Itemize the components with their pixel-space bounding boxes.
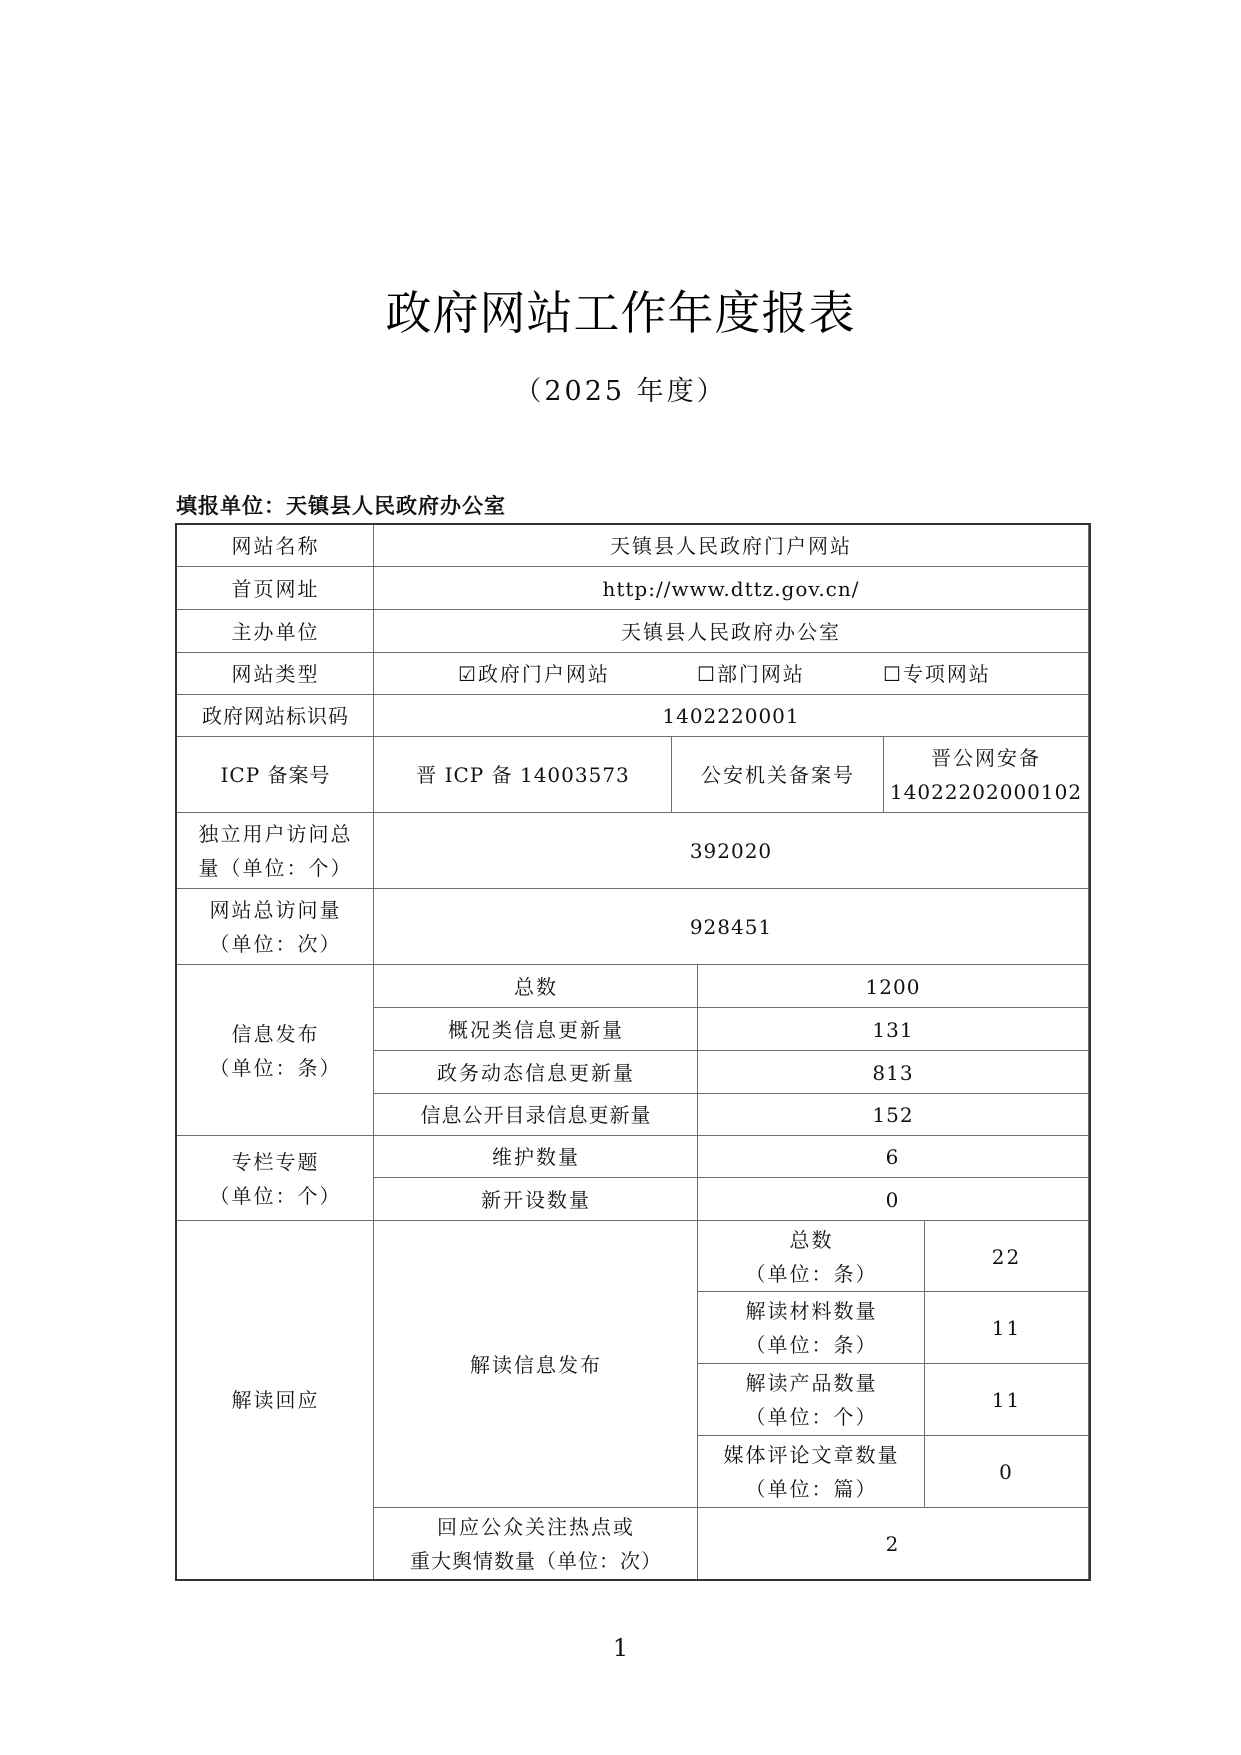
report-year: （2025 年度） <box>514 376 727 407</box>
interpretation-row-label <box>697 1363 926 1437</box>
info-total-value: 1200 <box>865 974 921 999</box>
site-id-code-label <box>176 694 375 738</box>
interp-total-label-line1: 总数 <box>789 1227 834 1252</box>
unique-visitors-value <box>373 812 1089 890</box>
site-id-code-label-text: 政府网站标识码 <box>202 704 349 728</box>
response-value <box>697 1507 1089 1580</box>
maintained-count-value: 6 <box>885 1145 901 1169</box>
interp-products-label-line1: 解读产品数量 <box>745 1371 878 1395</box>
checkbox-unchecked-icon[interactable]: ☐ <box>883 662 903 686</box>
sponsor-label <box>176 609 375 654</box>
unique-visitors-label-line2: 量（单位：个） <box>198 856 353 880</box>
info-total-label: 总数 <box>514 974 558 999</box>
total-visits-label-line2: （单位：次） <box>209 932 342 956</box>
site-type-label <box>176 652 375 696</box>
interpretation-release-label <box>373 1220 699 1509</box>
interp-total-value: 22 <box>991 1244 1022 1269</box>
option-label: 政府门户网站 <box>477 662 610 686</box>
site-name-label <box>176 524 375 568</box>
police-record-value-line2: 14022202000102 <box>889 780 1083 804</box>
site-name-label-text: 网站名称 <box>231 534 320 558</box>
info-release-row-label <box>373 1007 699 1052</box>
info-release-label <box>176 964 375 1137</box>
interpretation-release-label-text: 解读信息发布 <box>470 1352 602 1377</box>
info-release-row-label <box>373 964 699 1009</box>
interpretation-label <box>176 1220 375 1580</box>
interp-products-value: 11 <box>991 1388 1022 1412</box>
columns-row-value <box>697 1177 1089 1222</box>
site-id-code-value <box>373 694 1089 738</box>
response-label <box>373 1507 699 1580</box>
interpretation-row-label <box>697 1291 926 1365</box>
site-type-option-portal[interactable] <box>458 653 610 695</box>
interp-media-label-line1: 媒体评论文章数量 <box>723 1443 900 1467</box>
disclosure-updates-label: 信息公开目录信息更新量 <box>420 1103 652 1127</box>
overview-updates-value: 131 <box>872 1017 914 1042</box>
icp-value <box>373 736 673 814</box>
interp-media-value: 0 <box>999 1460 1014 1484</box>
info-release-label-line1: 信息发布 <box>231 1021 320 1046</box>
gov-news-updates-value: 813 <box>872 1060 914 1085</box>
interpretation-row-label <box>697 1220 926 1293</box>
interp-materials-value: 11 <box>991 1316 1022 1340</box>
total-visits-label-line1: 网站总访问量 <box>209 898 342 922</box>
response-value-text: 2 <box>885 1531 901 1556</box>
site-type-option-department[interactable] <box>697 653 805 695</box>
checkbox-checked-icon[interactable]: ☑ <box>458 662 478 686</box>
unique-visitors-label <box>176 812 375 890</box>
checkbox-unchecked-icon[interactable]: ☐ <box>697 662 717 686</box>
info-release-row-value <box>697 1093 1089 1137</box>
new-count-label: 新开设数量 <box>481 1187 591 1212</box>
unique-visitors-label-line1: 独立用户访问总 <box>198 822 353 846</box>
total-visits-value <box>373 888 1089 966</box>
interpretation-row-value <box>924 1291 1089 1365</box>
interp-materials-label-line2: （单位：条） <box>745 1333 878 1357</box>
interpretation-row-label <box>697 1435 926 1509</box>
police-record-label <box>671 736 885 814</box>
site-type-options <box>373 652 1089 696</box>
interp-materials-label-line1: 解读材料数量 <box>745 1299 878 1323</box>
unique-visitors-value-text: 392020 <box>689 839 773 863</box>
site-type-label-text: 网站类型 <box>231 662 320 686</box>
sponsor-value <box>373 609 1089 654</box>
info-release-label-line2: （单位：条） <box>209 1055 342 1080</box>
icp-label-text: ICP 备案号 <box>220 763 331 787</box>
site-type-option-special[interactable] <box>883 653 991 695</box>
police-record-label-text: 公安机关备案号 <box>701 763 855 787</box>
maintained-count-label: 维护数量 <box>492 1145 580 1169</box>
interpretation-label-text: 解读回应 <box>231 1388 320 1412</box>
option-label: 部门网站 <box>716 662 805 686</box>
columns-row-value <box>697 1135 1089 1179</box>
homepage-url-value <box>373 566 1089 611</box>
total-visits-value-text: 928451 <box>689 915 773 939</box>
info-release-row-value <box>697 964 1089 1009</box>
response-label-line2: 重大舆情数量（单位：次） <box>410 1548 662 1573</box>
columns-row-label <box>373 1135 699 1179</box>
interpretation-row-value <box>924 1363 1089 1437</box>
interp-total-label-line2: （单位：条） <box>745 1261 878 1286</box>
site-name-value-text: 天镇县人民政府门户网站 <box>610 534 852 558</box>
gov-news-updates-label: 政务动态信息更新量 <box>437 1060 635 1085</box>
overview-updates-label: 概况类信息更新量 <box>448 1017 624 1042</box>
response-label-line1: 回应公众关注热点或 <box>437 1514 635 1539</box>
new-count-value: 0 <box>885 1187 901 1212</box>
page-title: 政府网站工作年度报表 <box>385 286 856 340</box>
homepage-url-link: http://www.dttz.gov.cn/ <box>602 576 860 601</box>
special-columns-label-line1: 专栏专题 <box>231 1149 320 1174</box>
site-id-code-value-text: 1402220001 <box>662 704 800 728</box>
icp-value-text: 晋 ICP 备 14003573 <box>416 763 630 787</box>
disclosure-updates-value: 152 <box>872 1103 914 1127</box>
interpretation-row-value <box>924 1220 1089 1293</box>
sponsor-value-text: 天镇县人民政府办公室 <box>621 619 841 644</box>
info-release-row-value <box>697 1050 1089 1095</box>
page-number: 1 <box>612 1634 629 1662</box>
total-visits-label <box>176 888 375 966</box>
icp-label <box>176 736 375 814</box>
site-name-value <box>373 524 1089 568</box>
special-columns-label <box>176 1135 375 1222</box>
police-record-value <box>883 736 1089 814</box>
homepage-url-label-text: 首页网址 <box>231 576 320 601</box>
info-release-row-label <box>373 1050 699 1095</box>
info-release-row-label <box>373 1093 699 1137</box>
special-columns-label-line2: （单位：个） <box>209 1183 342 1208</box>
interp-products-label-line2: （单位：个） <box>745 1405 878 1429</box>
info-release-row-value <box>697 1007 1089 1052</box>
police-record-value-line1: 晋公网安备 <box>931 746 1041 770</box>
interpretation-row-value <box>924 1435 1089 1509</box>
filler-unit: 填报单位：天镇县人民政府办公室 <box>176 493 506 518</box>
option-label: 专项网站 <box>902 662 991 686</box>
interp-media-label-line2: （单位：篇） <box>745 1477 878 1501</box>
homepage-url-label <box>176 566 375 611</box>
columns-row-label <box>373 1177 699 1222</box>
sponsor-label-text: 主办单位 <box>231 619 320 644</box>
